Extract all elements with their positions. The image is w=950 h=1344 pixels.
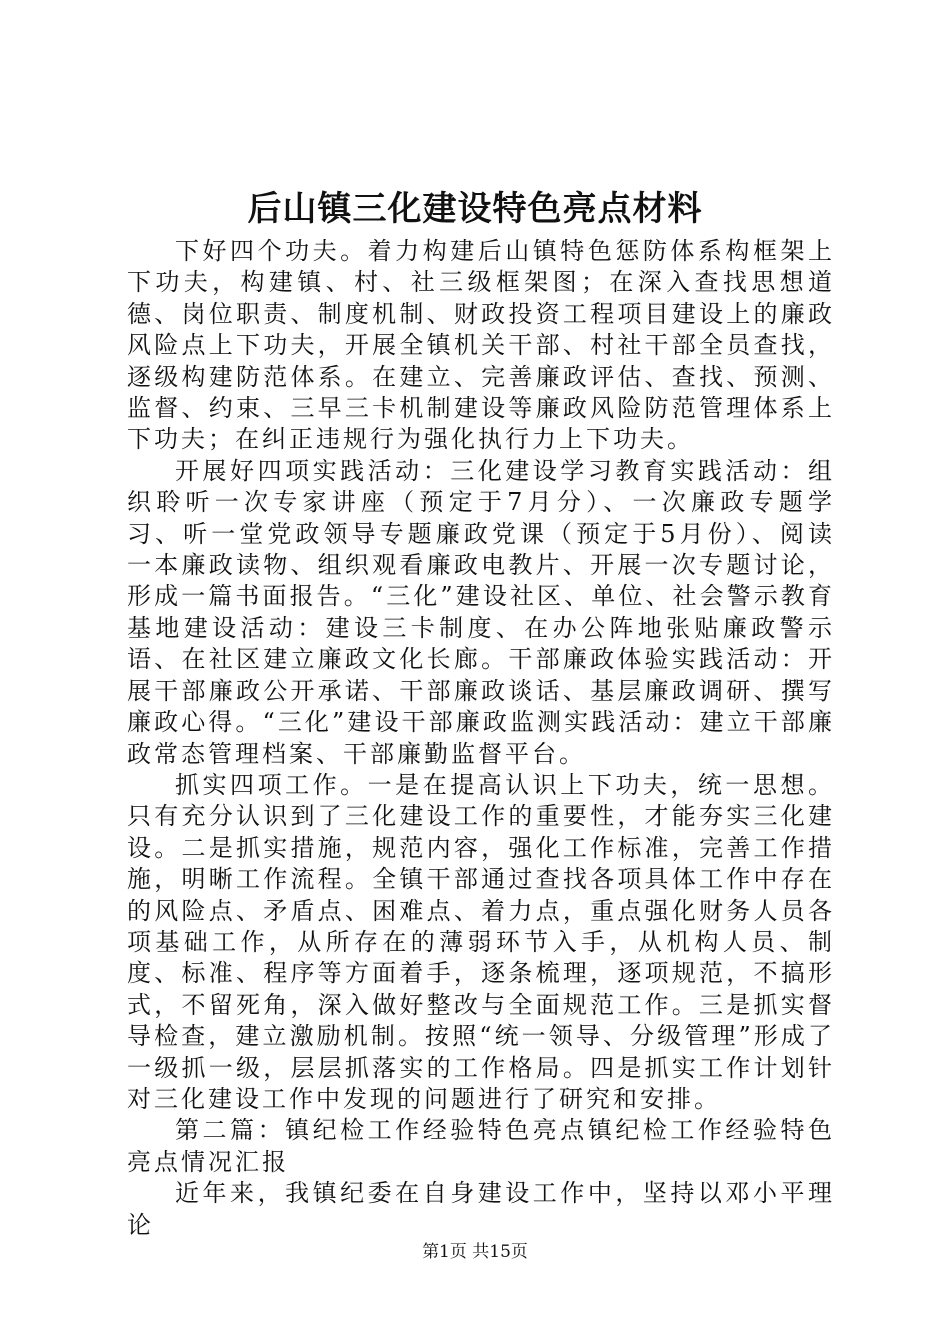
document-body (127, 236, 835, 1241)
paragraph-3: 抓实四项工作。一是在提高认识上下功夫，统一思想。只有充分认识到了三化建设工作的重要性，才能夯实三化建设。二是抓实措施，规范内容，强化工作标准，完善工作措施，明晰工作流程。全镇干部通过查找各项具体工作中存在的风险点、矛盾点、困难点、着力点，重点强化财务人员各项基础工作，从所存在的薄弱环节入手，从机构人员、制度、标准、程序等方面着手，逐条梳理，逐项规范，不搞形式，不留死角，深入做好整改与全面规范工作。三是抓实督导检查，建立激励机制。按照“统一领导、分级管理”形成了一级抓一级，层层抓落实的工作格局。四是抓实工作计划针对三化建设工作中发现的问题进行了研究和安排。 (127, 770, 835, 1113)
paragraph-1: 下好四个功夫。着力构建后山镇特色惩防体系构框架上下功夫，构建镇、村、社三级框架图；在深入查找思想道德、岗位职责、制度机制、财政投资工程项目建设上的廉政风险点上下功夫，开展全镇机关干部、村社干部全员查找，逐级构建防范体系。在建立、完善廉政评估、查找、预测、监督、约束、三早三卡机制建设等廉政风险防范管理体系上下功夫；在纠正违规行为强化执行力上下功夫。 (127, 237, 835, 454)
document-title: 后山镇三化建设特色亮点材料 (247, 189, 703, 229)
paragraph-5: 近年来，我镇纪委在自身建设工作中，坚持以邓小平理论 (127, 1179, 835, 1239)
page-number-footer: 第1页 共15页 (422, 1242, 528, 1262)
paragraph-2: 开展好四项实践活动：三化建设学习教育实践活动：组织聆听一次专家讲座（预定于7月分）、一次廉政专题学习、听一堂党政领导专题廉政党课（预定于5月份）、阅读一本廉政读物、组织观看廉政电教片、开展一次专题讨论，形成一篇书面报告。“三化”建设社区、单位、社会警示教育基地建设活动：建设三卡制度、在办公阵地张贴廉政警示语、在社区建立廉政文化长廊。干部廉政体验实践活动：开展干部廉政公开承诺、干部廉政谈话、基层廉政调研、撰写廉政心得。“三化”建设干部廉政监测实践活动：建立干部廉政常态管理档案、干部廉勤监督平台。 (127, 456, 835, 768)
section-heading-paragraph: 第二篇：镇纪检工作经验特色亮点镇纪检工作经验特色亮点情况汇报 (127, 1116, 835, 1176)
